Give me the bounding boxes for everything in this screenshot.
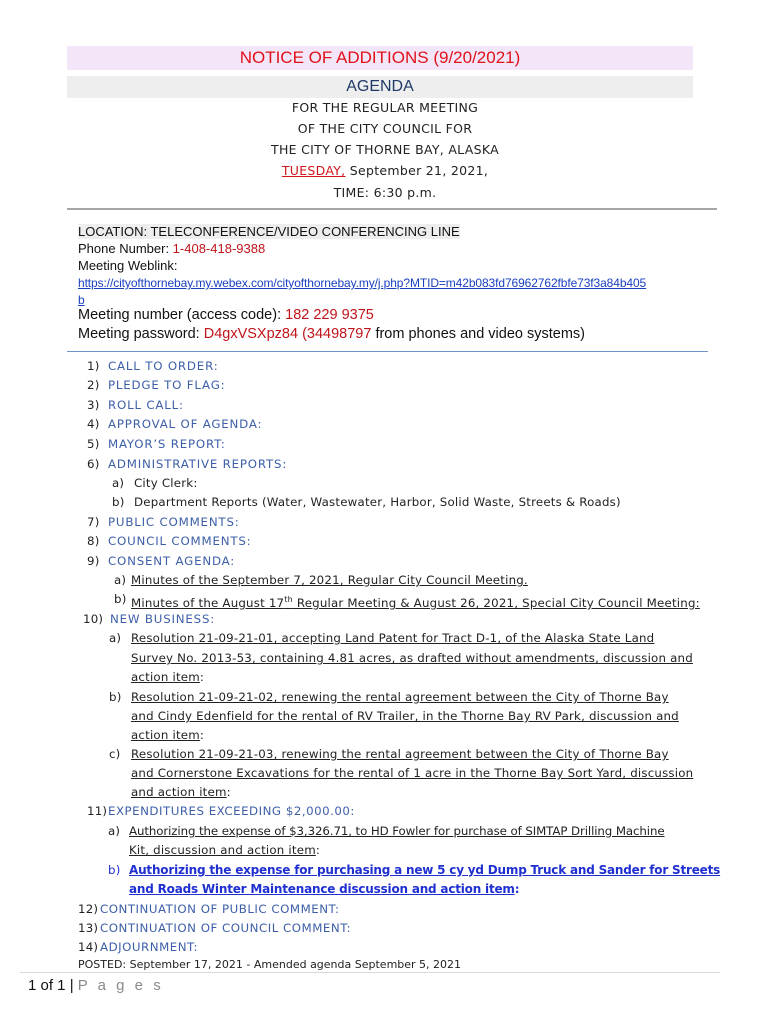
item-number: 11) [87,804,108,818]
agenda-item-7-text: PUBLIC COMMENTS: [108,515,240,529]
header-line-2: OF THE CITY COUNCIL FOR [297,121,473,136]
resolution-21-09-21-02: Resolution 21-09-21-02, renewing the rental agreement between the City of Thorne Bay [131,690,669,704]
access-code-line [78,307,374,324]
item-number: 14) [78,940,99,954]
colon: : [315,843,321,857]
divider [67,351,708,352]
resolution-text-line-2: and Cornerstone Excavations for the rental of 1 acre in the Thorne Bay Sort Yard, discussion [131,766,694,780]
meeting-date [0,161,770,181]
item-number: 7) [87,515,100,529]
expense-dump-truck-line-2 [129,880,519,899]
item-number: 1) [87,359,100,373]
resolution-text-line-3 [131,783,231,802]
agenda-item-3-text: ROLL CALL: [108,398,184,412]
meeting-date-text: September 21, 2021, [345,163,489,178]
action-item-text: action item [131,728,200,742]
meeting-weblink[interactable]: https://cityofthornebay.my.webex.com/cityofthornebay.my/j.php?MTID=m42b083fd76962762fbfe73f3a84b405 [78,276,647,290]
resolution-21-09-21-01 [131,629,654,648]
meeting-day: TUESDAY, [281,163,346,178]
item-number: 13) [78,921,99,935]
agenda-item-13-text: CONTINUATION OF COUNCIL COMMENT: [100,921,352,935]
minutes-august-17 [131,590,700,613]
action-item-text: action item [131,670,200,684]
phone-number: 1-408-418-9388 [172,241,266,256]
sub-item-letter: a) [114,573,127,587]
expense-hd-fowler: Authorizing the expense of $3,326.71, to HD Fowler for purchase of SIMTAP Drilling Machine [129,824,665,838]
meeting-weblink-continued[interactable]: b [78,293,85,307]
agenda-item-4-text: APPROVAL OF AGENDA: [108,417,263,431]
sub-item-letter: a) [109,631,122,645]
resolution-text-line-2: and Cindy Edenfield for the rental of RV Trailer, in the Thorne Bay RV Park, discussion and [131,709,679,723]
item-number: 3) [87,398,100,412]
posted-date: POSTED: September 17, 2021 - Amended agenda September 5, 2021 [78,958,462,971]
item-number: 4) [87,417,100,431]
resolution-number: Resolution 21-09-21-01 [131,631,274,645]
sub-item-letter: b) [112,495,125,509]
colon: : [514,882,520,896]
item-number: 2) [87,378,100,392]
ordinal-suffix: th [284,595,293,604]
resolution-text: , accepting Land Patent for Tract D-1, of the Alaska State Land [273,631,655,645]
location-value: TELECONFERENCE/VIDEO CONFERENCING LINE [150,224,460,239]
pages-label: P a g e s [77,977,164,994]
action-item-text: Kit, discussion and action item [129,843,316,857]
divider [67,208,717,210]
expense-dump-truck [129,861,720,880]
expense-hd-fowler-line-2 [129,841,320,860]
item-number: 8) [87,534,100,548]
agenda-item-8-text: COUNCIL COMMENTS: [108,534,252,548]
meeting-password: D4gxVSXpz84 (34498797 [203,326,372,342]
page-number: 1 of 1 | [28,977,78,994]
page-footer [28,976,164,996]
resolution-21-09-21-03: Resolution 21-09-21-03, renewing the rental agreement between the City of Thorne Bay [131,747,669,761]
item-number: 5) [87,437,100,451]
location-label: LOCATION: [78,224,151,239]
access-code-label: Meeting number (access code): [78,307,286,323]
sub-item-department-reports: Department Reports (Water, Wastewater, Harbor, Solid Waste, Streets & Roads) [134,495,621,509]
access-code: 182 229 9375 [285,307,374,323]
sub-item-letter: c) [109,747,121,761]
notice-of-additions-banner: NOTICE OF ADDITIONS (9/20/2021) [67,46,693,70]
weblink-line-1 [78,274,646,292]
agenda-item-1-text: CALL TO ORDER: [108,359,219,373]
phone-label: Phone Number: [78,241,173,256]
sub-item-letter: a) [112,476,125,490]
weblink-label: Meeting Weblink: [78,258,178,273]
agenda-item-9-text: CONSENT AGENDA: [108,554,236,568]
header-line-3: THE CITY OF THORNE BAY, ALASKA [271,142,499,157]
colon: : [199,670,205,684]
item-number: 9) [87,554,100,568]
resolution-text-line-2: Survey No. 2013-53, containing 4.81 acres, as drafted without amendments, discussion and [131,651,693,665]
location-line [78,223,460,240]
agenda-item-10-text: NEW BUSINESS: [110,612,216,626]
dump-truck-text: Authorizing the expense for purchasing a new 5 cy yd Dump Truck and Sander for Streets [129,863,721,877]
action-item-text: and Roads Winter Maintenance discussion and action item [129,882,515,896]
minutes-text: Minutes of the August 17 [131,595,285,610]
phone-line [78,240,265,257]
sub-item-city-clerk: City Clerk: [134,476,198,490]
sub-item-letter: b) [108,863,121,877]
item-number: 10) [83,612,104,626]
password-line [78,326,585,343]
action-item-text: and action item [131,785,227,799]
agenda-item-1 [87,357,100,376]
header-line-1: FOR THE REGULAR MEETING [291,100,479,115]
agenda-item-12-text: CONTINUATION OF PUBLIC COMMENT: [100,902,340,916]
sub-item-letter: a) [108,824,121,838]
item-number: 12) [78,902,99,916]
colon: : [199,728,205,742]
colon: : [226,785,231,799]
sub-item-letter: b) [109,690,122,704]
resolution-text-line-3 [131,726,204,745]
footer-divider [20,972,720,973]
minutes-text-rest: Regular Meeting & August 26, 2021, Special City Council Meeting: [292,595,700,610]
agenda-item-11-text: EXPENDITURES EXCEEDING $2,000.00: [108,804,355,818]
item-number: 6) [87,457,100,471]
password-label: Meeting password: [78,326,204,342]
meeting-time: TIME: 6:30 p.m. [333,185,437,200]
sub-item-letter: b) [114,592,127,606]
agenda-item-5-text: MAYOR’S REPORT: [108,437,226,451]
resolution-text-line-3 [131,668,204,687]
agenda-item-2-text: PLEDGE TO FLAG: [108,378,226,392]
password-note: from phones and video systems) [371,326,585,342]
minutes-september-7: Minutes of the September 7, 2021, Regular City Council Meeting. [131,573,528,587]
agenda-item-6-text: ADMINISTRATIVE REPORTS: [108,457,288,471]
agenda-item-14-text: ADJOURNMENT: [100,940,198,954]
agenda-title: AGENDA [67,76,693,98]
